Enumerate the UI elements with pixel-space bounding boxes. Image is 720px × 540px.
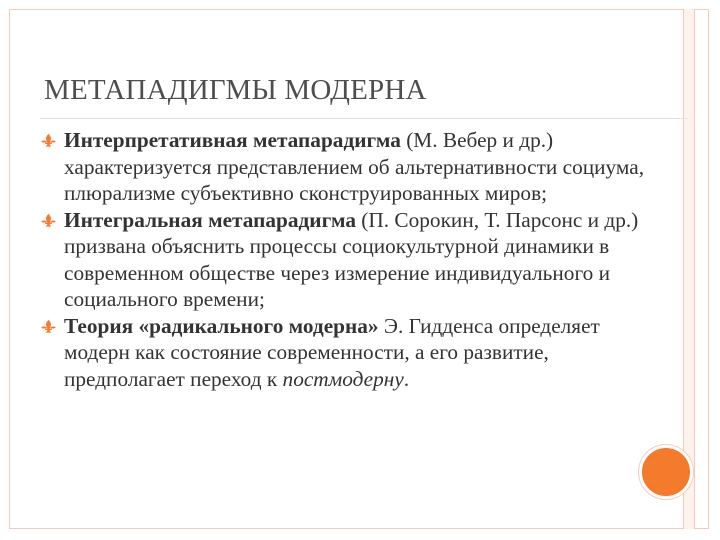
slide-title: МЕТАПАДИГМЫ МОДЕРНА bbox=[44, 74, 427, 106]
slide-side-strip bbox=[683, 9, 695, 529]
bullet-text: (П. Сорокин, Т. Парсонс и др.) призвана объяснить процессы социокультурной динамики в современном обществе через измерение индивидуального и социального времени; bbox=[64, 207, 639, 311]
title-divider bbox=[40, 118, 688, 119]
decorative-circle bbox=[639, 445, 693, 499]
bullet-item bbox=[40, 127, 670, 207]
bullet-end: . bbox=[403, 366, 410, 391]
bullet-list bbox=[40, 127, 670, 392]
bullet-term: Интегральная метапарадигма bbox=[64, 207, 356, 232]
bullet-text: (М. Вебер и др.) характеризуется представлением об альтернативности социума, плюрализме субъективно сконструированных миров; bbox=[64, 128, 645, 205]
bullet-item bbox=[40, 313, 670, 393]
bullet-item bbox=[40, 207, 670, 313]
fleur-de-lis-icon bbox=[40, 133, 57, 150]
bullet-text: Э. Гидденса определяет модерн как состояние современности, а его развитие, предполагает переход к bbox=[64, 313, 600, 391]
fleur-de-lis-icon bbox=[40, 319, 57, 336]
bullet-term: Интерпретативная метапарадигма bbox=[64, 128, 401, 152]
fleur-de-lis-icon bbox=[40, 213, 57, 230]
bullet-term: Теория «радикального модерна» bbox=[64, 313, 379, 338]
bullet-emphasis: постмодерну bbox=[282, 366, 404, 391]
